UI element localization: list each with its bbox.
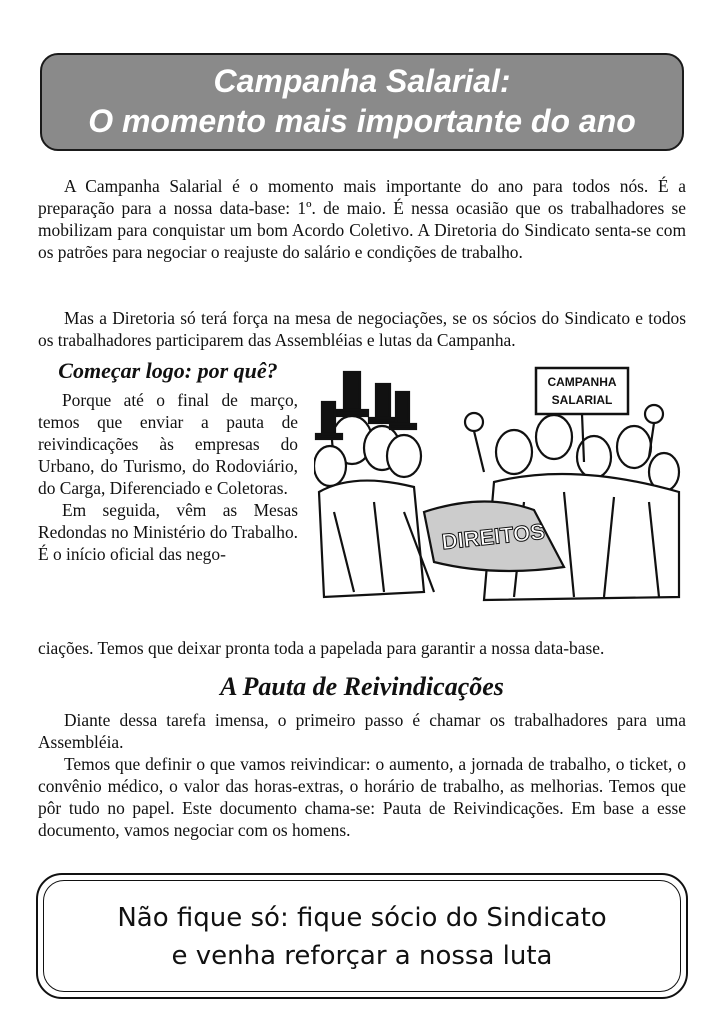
- section-why-title: Começar logo: por quê?: [58, 358, 278, 383]
- protest-cartoon-illustration: [314, 362, 686, 610]
- section-pauta-title: A Pauta de Reivindicações: [220, 672, 504, 701]
- call-to-action-inner: [43, 880, 681, 992]
- section-pauta-paragraph-2: Temos que definir o que vamos reivindicar: o aumento, a jornada de trabalho, o ticket, o convênio médico, o valor das horas-extras, o horário de trabalho, as melhorias. Temos que pôr tudo no papel. Este documento chama-se: Pauta de Reivindicações. Em base a esse documento, vamos negociar com os homens.: [38, 754, 686, 840]
- cartoon-banner-text: DIREITOS: [440, 518, 546, 555]
- headline-line-2: O momento mais importante do ano: [88, 103, 636, 139]
- cartoon-sign-line-1: CAMPANHA: [547, 375, 617, 389]
- call-to-action-line-1: Não fique só: fique sócio do Sindicato: [117, 903, 607, 933]
- section-why-start: [38, 359, 298, 565]
- call-to-action-line-2: e venha reforçar a nossa luta: [171, 941, 553, 971]
- headline-box: [40, 53, 684, 151]
- section-why-paragraph-1: Porque até o final de março, temos que enviar a pauta de reivindicações às empresas do Urbano, do Turismo, do Rodoviário, do Carga, Diferenciado e Coletoras.: [38, 390, 298, 498]
- cartoon-sign-line-2: SALARIAL: [551, 393, 613, 407]
- intro-paragraph-1: A Campanha Salarial é o momento mais importante do ano para todos nós. É a preparação para a nossa data-base: 1º. de maio. É nessa ocasião que os trabalhadores se mobilizam para conquistar um bom Acordo Coletivo. A Diretoria do Sindicato senta-se com os patrões para negociar o reajuste do salário e condições de trabalho.: [38, 176, 686, 262]
- intro-paragraph-2: Mas a Diretoria só terá força na mesa de negociações, se os sócios do Sindicato e todos os trabalhadores participarem das Assembléias e lutas da Campanha.: [38, 308, 686, 350]
- section-why-paragraph-2: Em seguida, vêm as Mesas Redondas no Ministério do Trabalho. É o início oficial das nego-: [38, 500, 298, 564]
- section-pauta-paragraph-1: Diante dessa tarefa imensa, o primeiro passo é chamar os trabalhadores para uma Assembléia.: [38, 710, 686, 752]
- headline-line-1: Campanha Salarial:: [213, 63, 511, 99]
- section-why-paragraph-2-continued: ciações. Temos que deixar pronta toda a papelada para garantir a nossa data-base.: [38, 638, 605, 658]
- call-to-action-box: [36, 873, 688, 999]
